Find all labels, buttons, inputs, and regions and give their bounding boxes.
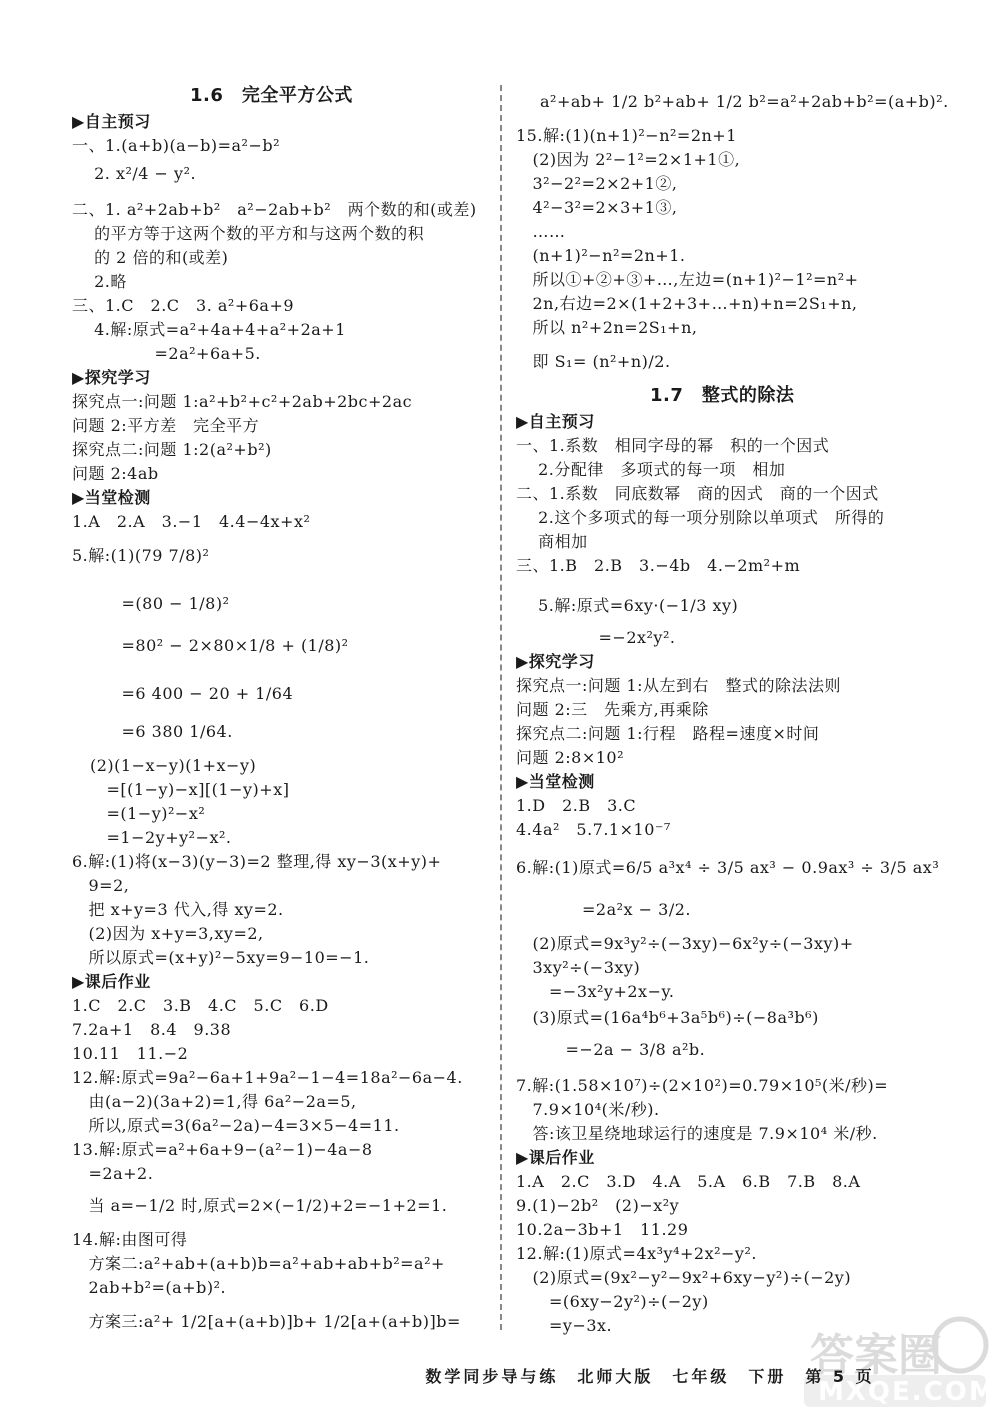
answer-line: 2.略 <box>72 272 127 291</box>
answer-line: 5.解:(1)(79 7/8)² <box>72 546 210 565</box>
answer-line: 4²−3²=2×3+1③, <box>516 198 678 217</box>
answer-line: 二、1. a²+2ab+b² a²−2ab+b² 两个数的和(或差) <box>72 200 477 219</box>
answer-line: =−2a − 3/8 a²b. <box>516 1040 706 1059</box>
answer-line: 1.A 2.C 3.D 4.A 5.A 6.B 7.B 8.A <box>516 1172 861 1191</box>
heading-explore-2: ▶探究学习 <box>516 652 595 671</box>
answer-line: 6.解:(1)将(x−3)(y−3)=2 整理,得 xy−3(x+y)+ <box>72 852 442 871</box>
answer-line: (2)因为 x+y=3,xy=2, <box>72 924 264 943</box>
answer-line: (n+1)²−n²=2n+1. <box>516 246 686 265</box>
answer-line: (2)原式=(9x²−y²−9x²+6xy−y²)÷(−2y) <box>516 1268 852 1287</box>
answer-line: 2.分配律 多项式的每一项 相加 <box>516 460 786 479</box>
answer-line: 7.解:(1.58×10⁷)÷(2×10²)=0.79×10⁵(米/秒)= <box>516 1076 889 1095</box>
answer-line: 问题 2:4ab <box>72 464 159 483</box>
answer-line: 探究点二:问题 1:2(a²+b²) <box>72 440 272 459</box>
answer-line: 问题 2:三 先乘方,再乘除 <box>516 700 709 719</box>
answer-line: =2a²x − 3/2. <box>516 900 691 919</box>
answer-line: 一、1.系数 相同字母的幂 积的一个因式 <box>516 436 830 455</box>
answer-line: 6.解:(1)原式=6/5 a³x⁴ ÷ 3/5 ax³ − 0.9ax³ ÷ 3/5 ax³ <box>516 858 940 877</box>
watermark-text-top: 答案圈 <box>810 1330 942 1381</box>
answer-line: 所以 n²+2n=2S₁+n, <box>516 318 698 337</box>
answer-line: =[(1−y)−x][(1−y)+x] <box>90 780 290 799</box>
answer-line: 12.解:原式=9a²−6a+1+9a²−1−4=18a²−6a−4. <box>72 1068 463 1087</box>
answer-line: 探究点一:问题 1:a²+b²+c²+2ab+2bc+2ac <box>72 392 413 411</box>
answer-line: 3²−2²=2×2+1②, <box>516 174 678 193</box>
answer-line: 问题 2:平方差 完全平方 <box>72 416 260 435</box>
watermark-logo <box>800 1305 997 1411</box>
heading-preview-1: ▶自主预习 <box>72 112 151 131</box>
answer-line: =2a+2. <box>72 1164 154 1183</box>
answer-line: 1.C 2.C 3.B 4.C 5.C 6.D <box>72 996 329 1015</box>
answer-line: (2)因为 2²−1²=2×1+1①, <box>516 150 741 169</box>
answer-line: =−3x²y+2x−y. <box>516 982 675 1001</box>
answer-line: 一、1.(a+b)(a−b)=a²−b² <box>72 136 281 155</box>
answer-line: 10.2a−3b+1 11.29 <box>516 1220 689 1239</box>
answer-line: 三、1.B 2.B 3.−4b 4.−2m²+m <box>516 556 801 575</box>
answer-line: 即 S₁= (n²+n)/2. <box>516 352 671 371</box>
answer-line: 9=2, <box>72 876 130 895</box>
section-title-1-6: 1.6 完全平方公式 <box>190 85 353 106</box>
answer-line: …… <box>516 222 566 241</box>
column-divider <box>500 85 502 1330</box>
answer-line: 4.4a² 5.7.1×10⁻⁷ <box>516 820 671 839</box>
answer-line: 问题 2:8×10² <box>516 748 625 767</box>
answer-line: 方案二:a²+ab+(a+b)b=a²+ab+ab+b²=a²+ <box>72 1254 445 1273</box>
answer-line: 2.这个多项式的每一项分别除以单项式 所得的 <box>516 508 885 527</box>
answer-line: 5.解:原式=6xy·(−1/3 xy) <box>516 596 739 615</box>
answer-line: 14.解:由图可得 <box>72 1230 188 1249</box>
answer-line: 2n,右边=2×(1+2+3+…+n)+n=2S₁+n, <box>516 294 858 313</box>
answer-line: (3)原式=(16a⁴b⁶+3a⁵b⁶)÷(−8a³b⁶) <box>516 1008 819 1027</box>
answer-line: 商相加 <box>516 532 588 551</box>
answer-line: 7.9×10⁴(米/秒). <box>516 1100 660 1119</box>
answer-line: 12.解:(1)原式=4x³y⁴+2x²−y². <box>516 1244 757 1263</box>
answer-line: 答:该卫星绕地球运行的速度是 7.9×10⁴ 米/秒. <box>516 1124 878 1143</box>
answer-line: 由(a−2)(3a+2)=1,得 6a²−2a=5, <box>72 1092 357 1111</box>
answer-line: 探究点一:问题 1:从左到右 整式的除法法则 <box>516 676 842 695</box>
answer-line: =(80 − 1/8)² <box>72 594 230 613</box>
answer-line: 所以原式=(x+y)²−5xy=9−10=−1. <box>72 948 370 967</box>
answer-line: 4.解:原式=a²+4a+4+a²+2a+1 <box>72 320 346 339</box>
answer-line: =80² − 2×80×1/8 + (1/8)² <box>72 636 349 655</box>
section-title-1-7: 1.7 整式的除法 <box>650 385 795 406</box>
answer-line: 1.D 2.B 3.C <box>516 796 637 815</box>
answer-line: =6 400 − 20 + 1/64 <box>72 684 294 703</box>
heading-homework-2: ▶课后作业 <box>516 1148 595 1167</box>
answer-line: 三、1.C 2.C 3. a²+6a+9 <box>72 296 295 315</box>
answer-line: 方案三:a²+ 1/2[a+(a+b)]b+ 1/2[a+(a+b)]b= <box>72 1312 461 1331</box>
page-footer: 数学同步导与练 北师大版 七年级 下册 第 5 页 <box>425 1367 875 1386</box>
answer-line: 二、1.系数 同底数幂 商的因式 商的一个因式 <box>516 484 879 503</box>
heading-classcheck-1: ▶当堂检测 <box>72 488 151 507</box>
answer-line: 当 a=−1/2 时,原式=2×(−1/2)+2=−1+2=1. <box>72 1196 448 1215</box>
heading-explore-1: ▶探究学习 <box>72 368 151 387</box>
heading-homework-1: ▶课后作业 <box>72 972 151 991</box>
answer-line: =−2x²y². <box>516 628 676 647</box>
answer-line: 3xy²÷(−3xy) <box>516 958 641 977</box>
answer-line: 7.2a+1 8.4 9.38 <box>72 1020 232 1039</box>
answer-line: =(1−y)²−x² <box>90 804 206 823</box>
watermark-text-bottom: MXQE.COM <box>818 1377 997 1407</box>
answer-line: 探究点二:问题 1:行程 路程=速度×时间 <box>516 724 820 743</box>
heading-preview-2: ▶自主预习 <box>516 412 595 431</box>
answer-line: =1−2y+y²−x². <box>90 828 232 847</box>
answer-line: 的 2 倍的和(或差) <box>72 248 229 267</box>
answer-line: 15.解:(1)(n+1)²−n²=2n+1 <box>516 126 737 145</box>
answer-line: 所以,原式=3(6a²−2a)−4=3×5−4=11. <box>72 1116 400 1135</box>
answer-line: 13.解:原式=a²+6a+9−(a²−1)−4a−8 <box>72 1140 373 1159</box>
heading-classcheck-2: ▶当堂检测 <box>516 772 595 791</box>
answer-line: 1.A 2.A 3.−1 4.4−4x+x² <box>72 512 311 531</box>
answer-line: =6 380 1/64. <box>72 722 233 741</box>
answer-line: 10.11 11.−2 <box>72 1044 189 1063</box>
answer-line: 2ab+b²=(a+b)². <box>72 1278 227 1297</box>
answer-line: 2. x²/4 − y². <box>72 164 197 183</box>
answer-line: 把 x+y=3 代入,得 xy=2. <box>72 900 284 919</box>
answer-line: =(6xy−2y²)÷(−2y) <box>516 1292 709 1311</box>
answer-line: a²+ab+ 1/2 b²+ab+ 1/2 b²=a²+2ab+b²=(a+b)². <box>540 92 949 111</box>
answer-line: =y−3x. <box>516 1316 613 1335</box>
answer-line: 所以①+②+③+…,左边=(n+1)²−1²=n²+ <box>516 270 859 289</box>
answer-line: 的平方等于这两个数的平方和与这两个数的积 <box>72 224 425 243</box>
answer-line: (2)原式=9x³y²÷(−3xy)−6x²y÷(−3xy)+ <box>516 934 854 953</box>
answer-line: 9.(1)−2b² (2)−x²y <box>516 1196 680 1215</box>
answer-line: =2a²+6a+5. <box>72 344 261 363</box>
answer-line: (2)(1−x−y)(1+x−y) <box>90 756 257 775</box>
